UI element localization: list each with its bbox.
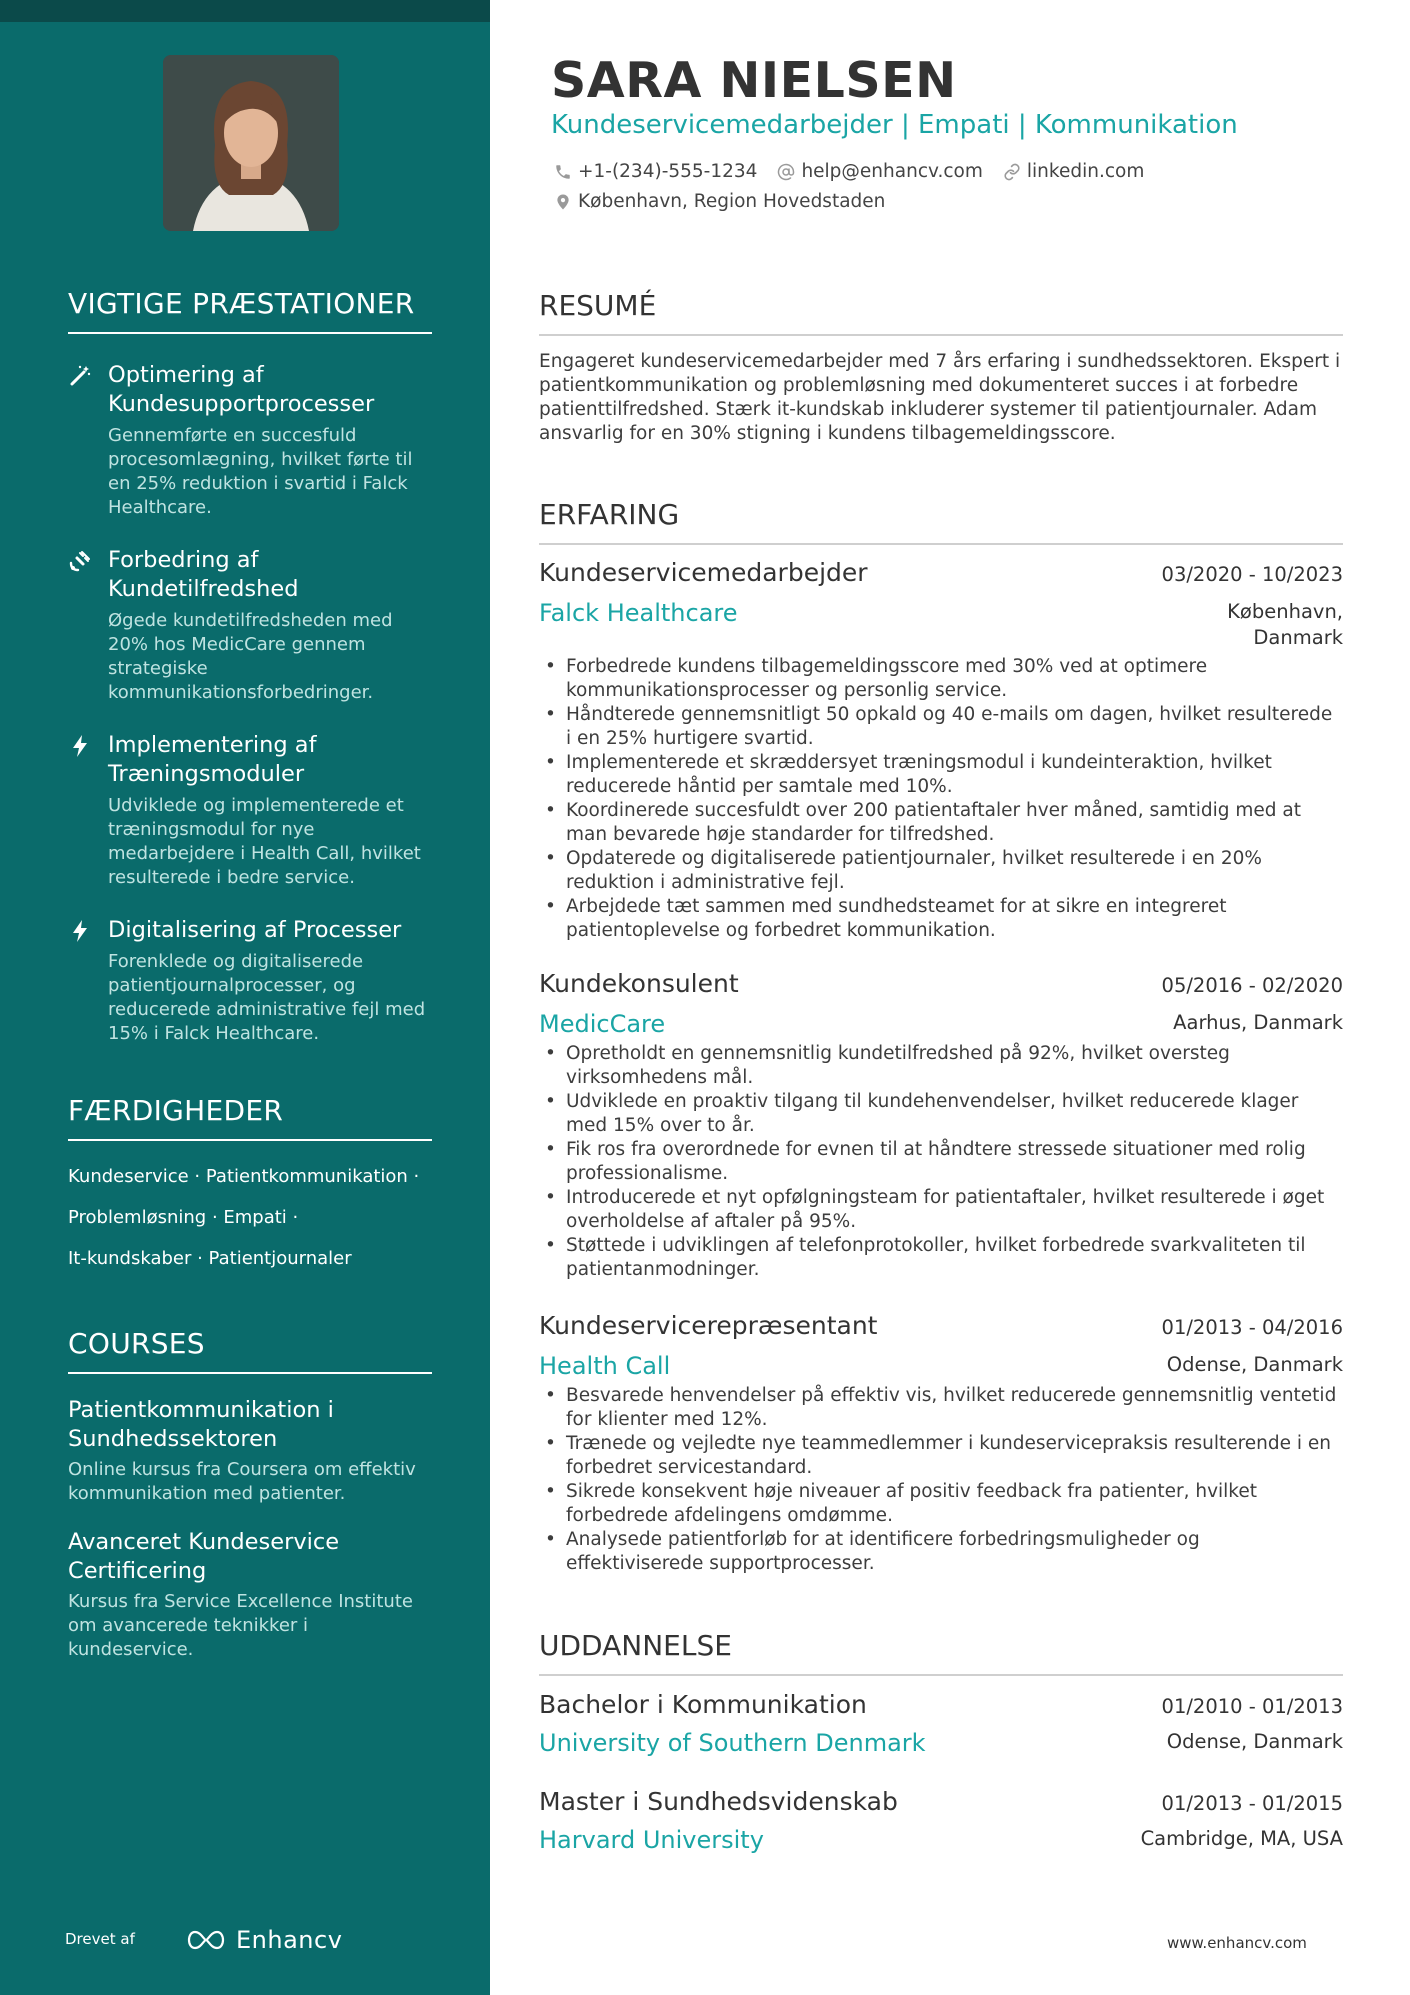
education-degree: Bachelor i Kommunikation [539, 1690, 867, 1719]
job-entry [539, 558, 1343, 943]
skill-line: It-kundskaber · Patientjournaler [68, 1248, 352, 1269]
achievement-title: Implementering af Træningsmoduler [108, 732, 317, 787]
course-item [68, 1528, 432, 1662]
enhancv-logo[interactable] [184, 1924, 342, 1956]
summary-text: Engageret kundeservicemedarbejder med 7 års erfaring i sundhedssektoren. Ekspert i patientkommunikation og problemløsning med dokumenteret succes i at forbedre patienttilfredshed. Stærk it-kundskab inkluderer systemer til patientjournaler. Adam ansvarlig for en 30% stigning i kundens tilbagemeldingsscore. [539, 351, 1341, 444]
lightning-icon [68, 919, 92, 943]
education-entry [539, 1787, 1343, 1854]
job-bullets [539, 1042, 1343, 1282]
job-dates: 05/2016 - 02/2020 [1161, 974, 1343, 997]
phone-text: +1-(234)-555-1234 [578, 161, 758, 182]
job-entry [539, 1311, 1343, 1576]
job-title: Kundekonsulent [539, 969, 739, 998]
link-icon [1003, 163, 1021, 181]
education-dates: 01/2013 - 01/2015 [1161, 1792, 1343, 1815]
courses-heading: COURSES [68, 1327, 432, 1374]
sidebar-top-bar [0, 0, 490, 22]
sidebar [0, 0, 490, 1995]
education-location: Odense, Danmark [1166, 1730, 1343, 1753]
education-school: Harvard University [539, 1826, 764, 1854]
contact-row-location [554, 191, 885, 212]
education-entry [539, 1690, 1343, 1757]
profile-photo [163, 55, 339, 231]
phone-icon [554, 163, 572, 181]
job-bullet: • Håndterede gennemsnitligt 50 opkald og 40 e-mails om dagen, hvilket resulterede i en 25% hurtigere svartid. [539, 703, 1343, 751]
job-entry [539, 969, 1343, 1282]
skills-section [68, 1094, 432, 1288]
courses-section [68, 1327, 432, 1662]
candidate-tagline: Kundeservicemedarbejder | Empati | Kommunikation [551, 110, 1238, 140]
location-pin-icon [554, 193, 572, 211]
achievement-item [68, 546, 432, 705]
job-bullet: • Besvarede henvendelser på effektiv vis, hvilket reducerede gennemsnitlig ventetid for klienter med 12%. [539, 1384, 1343, 1432]
contact-phone[interactable] [554, 161, 757, 182]
experience-heading: ERFARING [539, 498, 1343, 545]
achievement-item [68, 916, 432, 1046]
at-sign-icon [777, 163, 795, 181]
achievement-desc: Forenklede og digitaliserede patientjournalprocesser, og reducerede administrative fejl med 15% i Falck Healthcare. [108, 951, 426, 1044]
achievement-desc: Udviklede og implementerede et træningsmodul for nye medarbejdere i Health Call, hvilket resulterede i bedre service. [108, 795, 421, 888]
contact-row [554, 161, 1144, 182]
job-bullet: • Trænede og vejledte nye teammedlemmer i kundeservicepraksis resulterende i en forbedret servicestandard. [539, 1432, 1343, 1480]
job-bullet: • Introducerede et nyt opfølgningsteam for patientaftaler, hvilket resulterede i øget overholdelse af aftaler på 95%. [539, 1186, 1343, 1234]
skill-line: Problemløsning · Empati · [68, 1207, 299, 1228]
job-company: MedicCare [539, 1010, 666, 1038]
achievement-desc: Gennemførte en succesfuld procesomlægning, hvilket førte til en 25% reduktion i svartid i Falck Healthcare. [108, 425, 413, 518]
job-location [1227, 599, 1343, 651]
footer-url[interactable]: www.enhancv.com [1167, 1934, 1307, 1952]
achievement-title: Forbedring af Kundetilfredshed [108, 547, 299, 602]
satellite-icon [68, 549, 92, 573]
job-location-line: Aarhus, Danmark [1173, 1011, 1343, 1034]
magic-wand-icon [68, 364, 92, 388]
achievement-desc: Øgede kundetilfredsheden med 20% hos MedicCare gennem strategiske kommunikationsforbedringer. [108, 610, 393, 703]
job-title: Kundeservicerepræsentant [539, 1311, 878, 1340]
skills-heading: FÆRDIGHEDER [68, 1094, 432, 1141]
achievements-section [68, 287, 432, 1046]
job-bullet: • Analysede patientforløb for at identificere forbedringsmuligheder og effektiviserede supportprocesser. [539, 1528, 1343, 1576]
job-bullet: • Opretholdt en gennemsnitlig kundetilfredshed på 92%, hvilket oversteg virksomhedens mål. [539, 1042, 1343, 1090]
education-school: University of Southern Denmark [539, 1729, 926, 1757]
contact-location [554, 191, 885, 212]
job-location [1173, 1010, 1343, 1036]
job-bullets [539, 655, 1343, 943]
job-bullet: • Opdaterede og digitaliserede patientjournaler, hvilket resulterede i en 20% reduktion i administrative fejl. [539, 847, 1343, 895]
job-bullet: • Sikrede konsekvent høje niveauer af positiv feedback fra patienter, hvilket forbedrede afdelingens omdømme. [539, 1480, 1343, 1528]
linkedin-text: linkedin.com [1026, 161, 1145, 182]
skill-line: Kundeservice · Patientkommunikation · [68, 1166, 420, 1187]
achievement-item [68, 731, 432, 890]
job-bullet: • Implementerede et skræddersyet træningsmodul i kundeinteraktion, hvilket reducerede håntid per samtale med 10%. [539, 751, 1343, 799]
education-dates: 01/2010 - 01/2013 [1161, 1695, 1343, 1718]
job-location [1167, 1352, 1343, 1378]
job-company: Health Call [539, 1352, 671, 1380]
location-text: København, Region Hovedstaden [578, 191, 886, 212]
job-bullet: • Støttede i udviklingen af telefonprotokoller, hvilket forbedrede svarkvaliteten til patientanmodninger. [539, 1234, 1343, 1282]
job-dates: 01/2013 - 04/2016 [1161, 1316, 1343, 1339]
job-company: Falck Healthcare [539, 599, 738, 627]
summary-heading: RESUMÉ [539, 289, 1343, 336]
course-desc: Kursus fra Service Excellence Institute om avancerede teknikker i kundeservice. [68, 1591, 413, 1660]
job-location-line: København, [1227, 600, 1343, 623]
education-heading: UDDANNELSE [539, 1629, 1343, 1676]
job-bullet: • Arbejdede tæt sammen med sundhedsteamet for at sikre en integreret patientoplevelse og forbedret kommunikation. [539, 895, 1343, 943]
job-location-line: Odense, Danmark [1166, 1353, 1343, 1376]
course-desc: Online kursus fra Coursera om effektiv kommunikation med patienter. [68, 1459, 416, 1504]
course-title: Patientkommunikation i Sundhedssektoren [68, 1397, 334, 1452]
contact-email[interactable] [777, 161, 982, 182]
course-title: Avanceret Kundeservice Certificering [68, 1529, 340, 1584]
job-location-line: Danmark [1253, 626, 1343, 649]
education-degree: Master i Sundhedsvidenskab [539, 1787, 898, 1816]
course-item [68, 1396, 432, 1506]
achievement-item [68, 361, 432, 520]
education-location: Cambridge, MA, USA [1140, 1827, 1343, 1850]
email-text: help@enhancv.com [801, 161, 983, 182]
achievements-heading: VIGTIGE PRÆSTATIONER [68, 287, 432, 334]
contact-linkedin[interactable] [1003, 161, 1144, 182]
job-bullet: • Forbedrede kundens tilbagemeldingsscore med 30% ved at optimere kommunikationsprocesser og personlig service. [539, 655, 1343, 703]
candidate-name: SARA NIELSEN [551, 52, 957, 109]
job-bullet: • Udviklede en proaktiv tilgang til kundehenvendelser, hvilket reducerede klager med 15% over to år. [539, 1090, 1343, 1138]
lightning-icon [68, 734, 92, 758]
enhancv-logo-text: Enhancv [236, 1926, 343, 1954]
job-dates: 03/2020 - 10/2023 [1161, 563, 1343, 586]
enhancv-logo-icon [184, 1928, 228, 1952]
job-bullet: • Koordinerede succesfuldt over 200 patientaftaler hver måned, samtidig med at man bevarede høje standarder for tilfredshed. [539, 799, 1343, 847]
powered-by-label: Drevet af [65, 1930, 135, 1948]
achievement-title: Digitalisering af Processer [108, 917, 402, 943]
job-bullets [539, 1384, 1343, 1576]
job-bullet: • Fik ros fra overordnede for evnen til at håndtere stressede situationer med rolig professionalisme. [539, 1138, 1343, 1186]
achievement-title: Optimering af Kundesupportprocesser [108, 362, 375, 417]
job-title: Kundeservicemedarbejder [539, 558, 868, 587]
skills-list [68, 1165, 432, 1271]
